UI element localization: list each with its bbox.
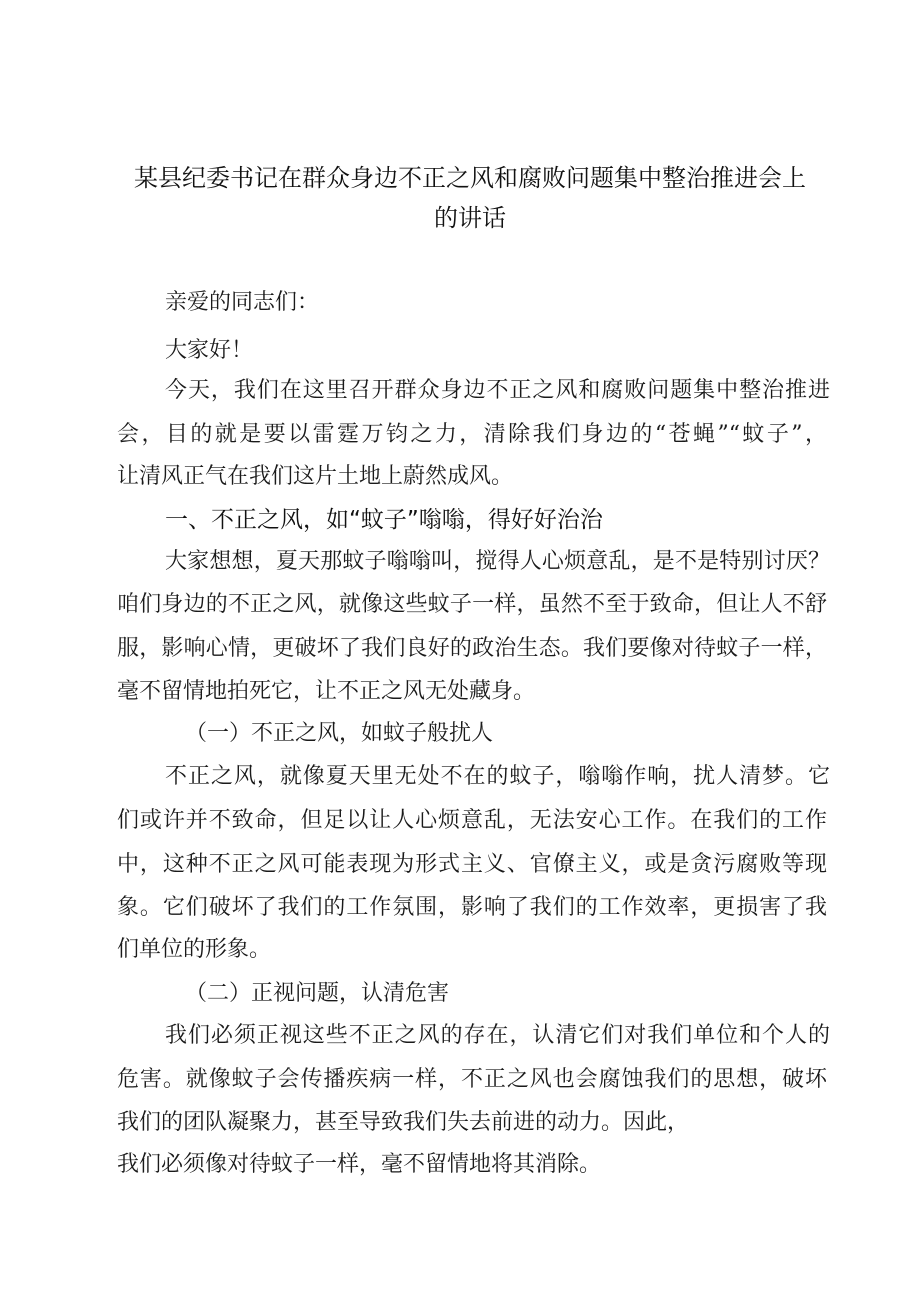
paragraph-line: 们单位的形象。: [117, 937, 272, 962]
paragraph-line: 我们必须像对待蚊子一样，毫不留情地将其消除。: [117, 1152, 602, 1177]
paragraph-line: 我们必须正视这些不正之风的存在，认清它们对我们单位和个人的: [165, 1023, 830, 1048]
subsection-heading: （一）不正之风，如蚊子般扰人: [185, 721, 494, 746]
paragraph-line: 毫不留情地拍死它，让不正之风无处藏身。: [117, 679, 536, 704]
document-title-line-1: 某县纪委书记在群众身边不正之风和腐败问题集中整治推进会上: [134, 164, 806, 192]
paragraph-line: 咱们身边的不正之风，就像这些蚊子一样，虽然不至于致命，但让人不舒: [117, 592, 827, 617]
subsection-heading: （二）正视问题，认清危害: [185, 981, 450, 1006]
paragraph-line: 会，目的就是要以雷霆万钧之力，清除我们身边的“苍蝇”“蚊子”，: [117, 422, 827, 447]
paragraph-line: 危害。就像蚊子会传播疾病一样，不正之风也会腐蚀我们的思想，破坏: [117, 1067, 827, 1092]
hello-line: 大家好！: [165, 338, 254, 363]
paragraph-line: 象。它们破坏了我们的工作氛围，影响了我们的工作效率，更损害了我: [117, 895, 827, 920]
paragraph-line: 今天，我们在这里召开群众身边不正之风和腐败问题集中整治推进: [165, 378, 830, 403]
document-title-line-2: 的讲话: [434, 204, 506, 232]
section-heading: 一、不正之风，如“蚊子”嗡嗡，得好好治治: [165, 507, 603, 533]
greeting: 亲爱的同志们：: [165, 290, 320, 315]
paragraph-line: 不正之风，就像夏天里无处不在的蚊子，嗡嗡作响，扰人清梦。它: [165, 764, 830, 789]
paragraph-line: 中，这种不正之风可能表现为形式主义、官僚主义，或是贪污腐败等现: [117, 852, 827, 877]
paragraph-line: 服，影响心情，更破坏了我们良好的政治生态。我们要像对待蚊子一样，: [117, 636, 827, 661]
paragraph-line: 我们的团队凝聚力，甚至导致我们失去前进的动力。因此，: [117, 1110, 690, 1135]
paragraph-line: 大家想想，夏天那蚊子嗡嗡叫，搅得人心烦意乱，是不是特别讨厌？: [165, 549, 830, 574]
paragraph-line: 让清风正气在我们这片土地上蔚然成风。: [117, 464, 514, 489]
paragraph-line: 们或许并不致命，但足以让人心烦意乱，无法安心工作。在我们的工作: [117, 808, 827, 833]
